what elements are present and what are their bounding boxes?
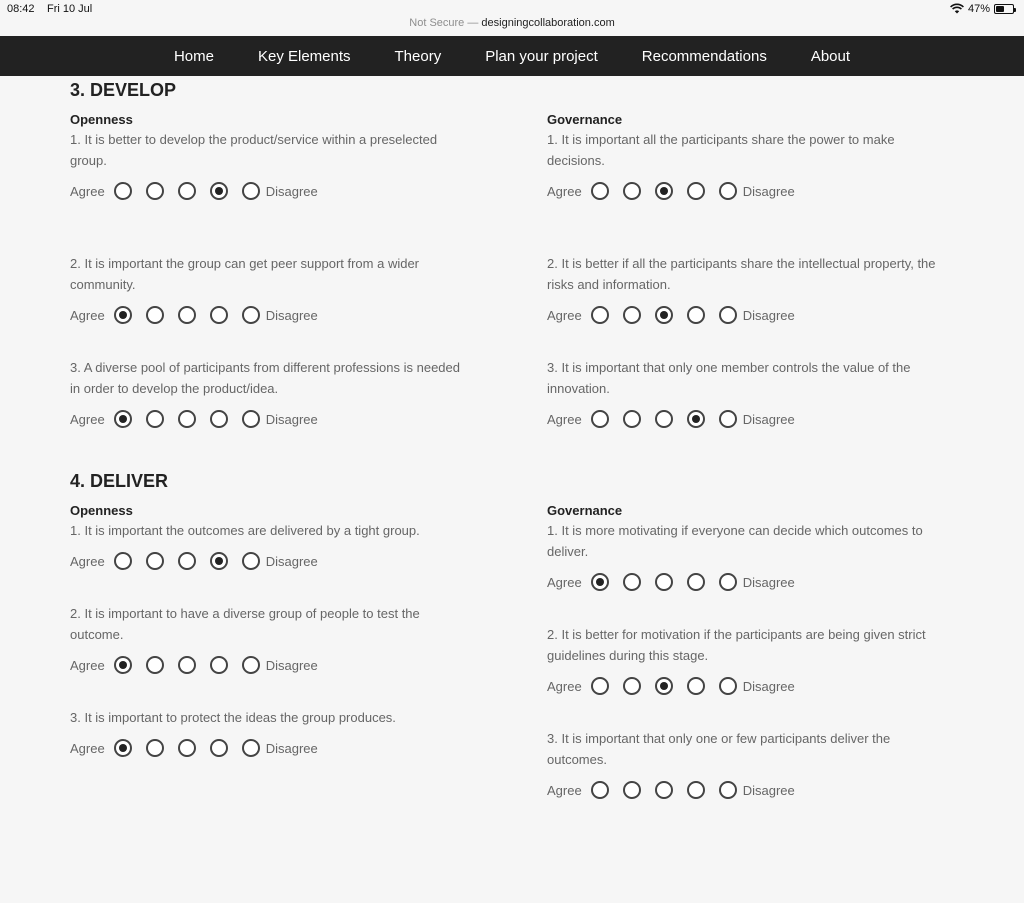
radio-option-2[interactable]	[146, 552, 164, 570]
likert-scale	[70, 737, 470, 759]
radio-option-4[interactable]	[210, 410, 228, 428]
question-block	[547, 624, 947, 697]
agree-label: Agree	[547, 574, 582, 590]
radio-option-5[interactable]	[719, 573, 737, 591]
radio-option-2[interactable]	[146, 739, 164, 757]
nav-theory[interactable]: Theory	[394, 47, 442, 65]
governance-heading: Governance	[547, 112, 623, 127]
likert-scale	[70, 654, 470, 676]
questionnaire-content	[0, 76, 1024, 798]
radio-option-4[interactable]	[210, 306, 228, 324]
disagree-label: Disagree	[742, 307, 795, 323]
radio-option-5[interactable]	[242, 306, 260, 324]
disagree-label: Disagree	[265, 553, 318, 569]
radio-option-2[interactable]	[623, 677, 641, 695]
agree-label: Agree	[70, 553, 105, 569]
radio-option-3[interactable]	[655, 781, 673, 799]
radio-option-2[interactable]	[146, 410, 164, 428]
likert-scale	[70, 304, 470, 326]
likert-scale	[547, 779, 947, 801]
question-block	[70, 520, 470, 572]
governance-column	[547, 112, 947, 512]
radio-option-2[interactable]	[146, 656, 164, 674]
governance-column	[547, 503, 947, 903]
disagree-label: Disagree	[265, 411, 318, 427]
radio-option-3[interactable]	[655, 306, 673, 324]
openness-heading: Openness	[70, 112, 133, 127]
radio-option-1[interactable]	[114, 552, 132, 570]
radio-option-5[interactable]	[719, 677, 737, 695]
likert-scale	[70, 408, 470, 430]
radio-option-1[interactable]	[114, 739, 132, 757]
likert-scale	[70, 180, 470, 202]
question-text: 2. It is important to have a diverse group of people to test the outcome.	[70, 606, 420, 642]
nav-key-elements[interactable]: Key Elements	[257, 47, 351, 65]
radio-option-5[interactable]	[242, 410, 260, 428]
radio-option-5[interactable]	[242, 182, 260, 200]
radio-option-3[interactable]	[178, 552, 196, 570]
radio-option-4[interactable]	[687, 182, 705, 200]
radio-option-4[interactable]	[687, 781, 705, 799]
radio-option-1[interactable]	[591, 410, 609, 428]
address-bar[interactable]	[0, 17, 1024, 35]
battery-icon	[994, 4, 1014, 14]
url-domain: designingcollaboration.com	[481, 17, 615, 29]
question-text: 2. It is better for motivation if the participants are being given strict guidelines during this stage.	[547, 627, 926, 663]
agree-label: Agree	[547, 307, 582, 323]
agree-label: Agree	[547, 678, 582, 694]
agree-label: Agree	[547, 411, 582, 427]
question-block	[70, 357, 470, 430]
disagree-label: Disagree	[742, 411, 795, 427]
likert-scale	[547, 180, 947, 202]
question-text: 1. It is more motivating if everyone can decide which outcomes to deliver.	[547, 523, 923, 559]
question-block	[547, 357, 947, 430]
radio-option-5[interactable]	[719, 410, 737, 428]
likert-scale	[547, 304, 947, 326]
disagree-label: Disagree	[742, 782, 795, 798]
openness-column	[70, 112, 470, 512]
disagree-label: Disagree	[265, 307, 318, 323]
radio-option-4[interactable]	[210, 182, 228, 200]
nav-recommendations[interactable]: Recommendations	[641, 47, 767, 65]
main-nav	[0, 36, 1024, 76]
radio-option-3[interactable]	[178, 182, 196, 200]
radio-option-1[interactable]	[591, 182, 609, 200]
radio-option-5[interactable]	[719, 781, 737, 799]
disagree-label: Disagree	[742, 574, 795, 590]
status-date: Fri 10 Jul	[47, 3, 93, 15]
question-block	[70, 603, 470, 676]
question-block	[547, 253, 947, 326]
likert-scale	[547, 675, 947, 697]
battery-level	[996, 6, 1004, 12]
radio-option-4[interactable]	[210, 656, 228, 674]
wifi-icon	[950, 4, 964, 14]
agree-label: Agree	[547, 782, 582, 798]
agree-label: Agree	[70, 411, 105, 427]
question-text: 1. It is important the outcomes are delivered by a tight group.	[70, 523, 420, 538]
question-text: 3. It is important to protect the ideas the group produces.	[70, 710, 396, 725]
likert-scale	[547, 571, 947, 593]
radio-option-1[interactable]	[114, 182, 132, 200]
question-block	[70, 707, 470, 759]
radio-option-3[interactable]	[655, 410, 673, 428]
radio-option-1[interactable]	[591, 573, 609, 591]
not-secure-label: Not Secure —	[409, 17, 479, 29]
question-block	[70, 129, 470, 202]
radio-option-5[interactable]	[242, 656, 260, 674]
question-block	[547, 728, 947, 801]
radio-option-4[interactable]	[210, 739, 228, 757]
radio-option-2[interactable]	[623, 182, 641, 200]
radio-option-3[interactable]	[178, 656, 196, 674]
nav-plan-your-project[interactable]: Plan your project	[485, 47, 598, 65]
question-block	[547, 520, 947, 593]
radio-option-1[interactable]	[114, 656, 132, 674]
nav-about[interactable]: About	[810, 47, 851, 65]
section-title: 4. DELIVER	[70, 471, 169, 491]
likert-scale	[70, 550, 470, 572]
radio-option-5[interactable]	[719, 182, 737, 200]
question-text: 2. It is better if all the participants share the intellectual property, the risks and information.	[547, 256, 936, 292]
nav-home[interactable]: Home	[173, 47, 214, 65]
radio-option-3[interactable]	[178, 739, 196, 757]
question-block	[70, 253, 470, 326]
radio-option-2[interactable]	[146, 306, 164, 324]
question-text: 3. It is important that only one or few participants deliver the outcomes.	[547, 731, 891, 767]
radio-option-5[interactable]	[719, 306, 737, 324]
radio-option-2[interactable]	[623, 306, 641, 324]
radio-option-2[interactable]	[623, 781, 641, 799]
radio-option-2[interactable]	[623, 410, 641, 428]
question-text: 3. A diverse pool of participants from different professions is needed in order to develop the product/idea.	[70, 360, 460, 396]
openness-column	[70, 503, 470, 903]
radio-option-1[interactable]	[591, 306, 609, 324]
radio-option-4[interactable]	[687, 677, 705, 695]
disagree-label: Disagree	[265, 740, 318, 756]
radio-option-3[interactable]	[655, 677, 673, 695]
question-text: 2. It is important the group can get peer support from a wider community.	[70, 256, 420, 292]
radio-option-2[interactable]	[146, 182, 164, 200]
openness-heading: Openness	[70, 503, 133, 518]
section-title: 3. DEVELOP	[70, 80, 177, 100]
status-time: 08:42	[7, 3, 35, 15]
disagree-label: Disagree	[265, 183, 318, 199]
question-text: 3. It is important that only one member controls the value of the innovation.	[547, 360, 911, 396]
disagree-label: Disagree	[742, 678, 795, 694]
agree-label: Agree	[70, 740, 105, 756]
radio-option-4[interactable]	[687, 410, 705, 428]
radio-option-2[interactable]	[623, 573, 641, 591]
agree-label: Agree	[547, 183, 582, 199]
agree-label: Agree	[70, 183, 105, 199]
radio-option-4[interactable]	[687, 306, 705, 324]
question-block	[547, 129, 947, 202]
radio-option-1[interactable]	[114, 410, 132, 428]
radio-option-3[interactable]	[655, 573, 673, 591]
likert-scale	[547, 408, 947, 430]
agree-label: Agree	[70, 307, 105, 323]
radio-option-5[interactable]	[242, 739, 260, 757]
radio-option-3[interactable]	[178, 410, 196, 428]
question-text: 1. It is better to develop the product/service within a preselected group.	[70, 132, 438, 168]
governance-heading: Governance	[547, 503, 623, 518]
radio-option-1[interactable]	[591, 677, 609, 695]
question-text: 1. It is important all the participants share the power to make decisions.	[547, 132, 895, 168]
radio-option-5[interactable]	[242, 552, 260, 570]
radio-option-3[interactable]	[655, 182, 673, 200]
radio-option-1[interactable]	[591, 781, 609, 799]
disagree-label: Disagree	[265, 657, 318, 673]
radio-option-4[interactable]	[210, 552, 228, 570]
radio-option-3[interactable]	[178, 306, 196, 324]
radio-option-4[interactable]	[687, 573, 705, 591]
disagree-label: Disagree	[742, 183, 795, 199]
status-right	[950, 3, 1014, 15]
battery-percent: 47%	[967, 3, 990, 15]
agree-label: Agree	[70, 657, 105, 673]
radio-option-1[interactable]	[114, 306, 132, 324]
